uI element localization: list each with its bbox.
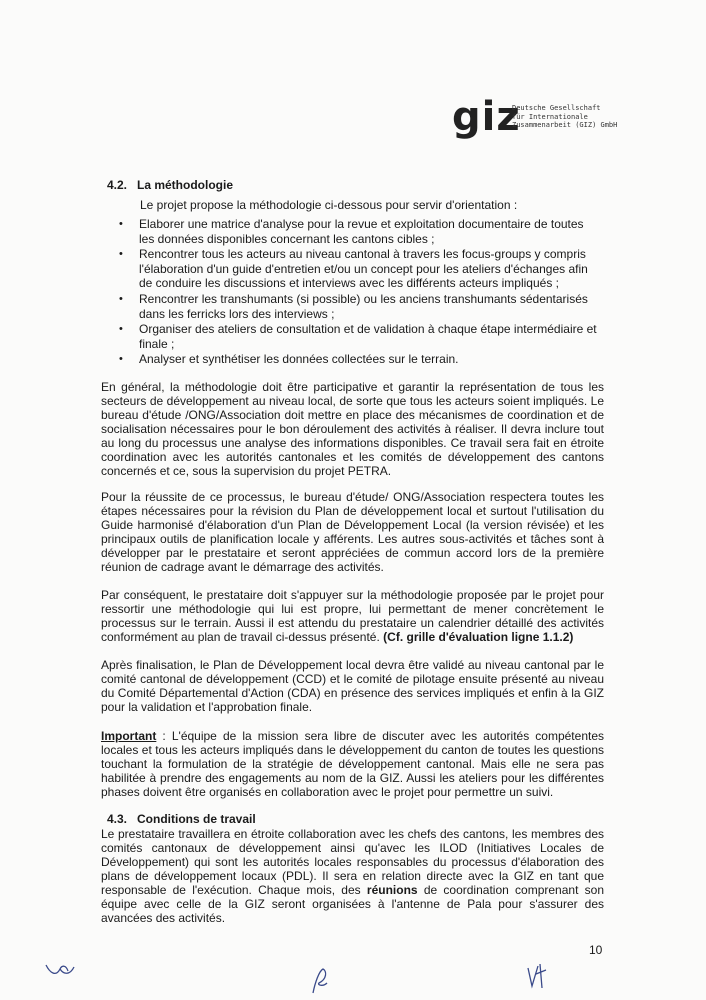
bullet-icon: • [119, 292, 123, 305]
paragraph-important: Important : L'équipe de la mission sera libre de discuter avec les autorités compétentes locales et tous les acteurs impliqués dans le développement du canton de toutes les questions touchant la formulation de la stratégie de développement cantonal. Mais elle ne sera pas habilitée à prendre des engagements au nom de la GIZ. Aussi les ateliers pour les différentes phases doivent être organisés en collaboration avec le projet pour permettre un suivi. [101, 729, 604, 799]
bullet-icon: • [119, 248, 123, 261]
section-heading-4-2: 4.2. La méthodologie [107, 178, 233, 192]
handwritten-initials-center [305, 965, 335, 997]
paragraph-participation: En général, la méthodologie doit être participative et garantir la représentation de tous les secteurs de développement au niveau local, de sorte que tous les acteurs soient impliqués. Le bureau d'étude /ONG/Association doit mettre en place des mécanismes de coordination et de socialisation nécessaires pour le bon déroulement des activités à réaliser. Il devra inclure tout au long du processus une analyse des informations disponibles. Ce travail sera fait en étroite coordination avec les autorités cantonales et les comités de développement des cantons concernés et ce, sous la supervision du projet PETRA. [101, 380, 604, 478]
list-item: • Rencontrer tous les acteurs au niveau cantonal à travers les focus-groups y compris l'élaboration d'un guide d'entretien et/ou un concept pour les ateliers d'échanges afin de conduire les discussions et interviews avec les différents acteurs impliqués ; [119, 247, 588, 291]
section-heading-4-3: 4.3. Conditions de travail [107, 812, 256, 826]
handwritten-initials-left [40, 955, 80, 985]
important-label: Important [101, 729, 157, 743]
handwritten-initials-right [522, 960, 552, 992]
bullet-icon: • [119, 353, 123, 366]
page-number: 10 [589, 943, 603, 957]
list-item: • Elaborer une matrice d'analyse pour la revue et exploitation documentaire de toutes les données disponibles concernant les cantons cibles ; [119, 217, 584, 246]
list-item: • Rencontrer les transhumants (si possible) ou les anciens transhumants sédentarisés dans les ferricks lors des interviews ; [119, 291, 588, 321]
list-item: • Analyser et synthétiser les données collectées sur le terrain. [119, 352, 459, 367]
paragraph-working-conditions: Le prestataire travaillera en étroite collaboration avec les chefs des cantons, les membres des comités cantonaux de développement ainsi qu'avec les ILOD (Initiatives Locales de Développement) qui sont les autorités locales responsables du processus d'élaboration des plans de développement locaux (PDL). Il sera en relation directe avec la GIZ en tant que responsable de l'exécution. Chaque mois, des réunions de coordination comprenant son équipe avec celle de la GIZ seront organisées à l'antenne de Pala pour s'assurer des avancées des activités. [101, 827, 604, 925]
giz-logo-text: Deutsche Gesellschaft für Internationale Zusammenarbeit (GIZ) GmbH [512, 104, 618, 129]
giz-logo [452, 94, 622, 146]
bullet-icon: • [119, 218, 123, 230]
paragraph-process: Pour la réussite de ce processus, le bureau d'étude/ ONG/Association respectera toutes les étapes nécessaires pour la révision du Plan de développement local et surtout l'utilisation du Guide harmonisé d'élaboration d'un Plan de Développement Local (la version révisée) et les principaux outils de planification locale y afférents. Les autres sous-activités et tâches sont à développer par le prestataire et seront appréciées de commun accord lors de la première réunion de cadrage avant le démarrage des activités. [101, 490, 604, 574]
list-item: • Organiser des ateliers de consultation et de validation à chaque étape intermédiaire et finale ; [119, 322, 597, 351]
giz-logo-mark: giz [452, 94, 521, 140]
bullet-icon: • [119, 323, 123, 336]
methodology-bullet-list [117, 217, 602, 368]
paragraph-validation: Après finalisation, le Plan de Développement local devra être validé au niveau cantonal par le comité cantonal de développement (CCD) et le comité de pilotage ensuite présenté au niveau du Comité Départemental d'Action (CDA) en présence des services impliqués et enfin à la GIZ pour la validation et l'approbation finale. [101, 658, 604, 714]
paragraph-consequence: Par conséquent, le prestataire doit s'appuyer sur la méthodologie proposée par le projet pour ressortir une méthodologie qui lui est propre, lui permettant de mener concrètement le processus sur le terrain. Aussi il est attendu du prestataire un calendrier détaillé des activités conformément au plan de travail ci-dessus présenté. (Cf. grille d'évaluation ligne 1.1.2) [101, 588, 604, 644]
section-intro: Le projet propose la méthodologie ci-dessous pour servir d'orientation : [140, 198, 518, 212]
evaluation-grid-reference: (Cf. grille d'évaluation ligne 1.1.2) [383, 630, 574, 644]
